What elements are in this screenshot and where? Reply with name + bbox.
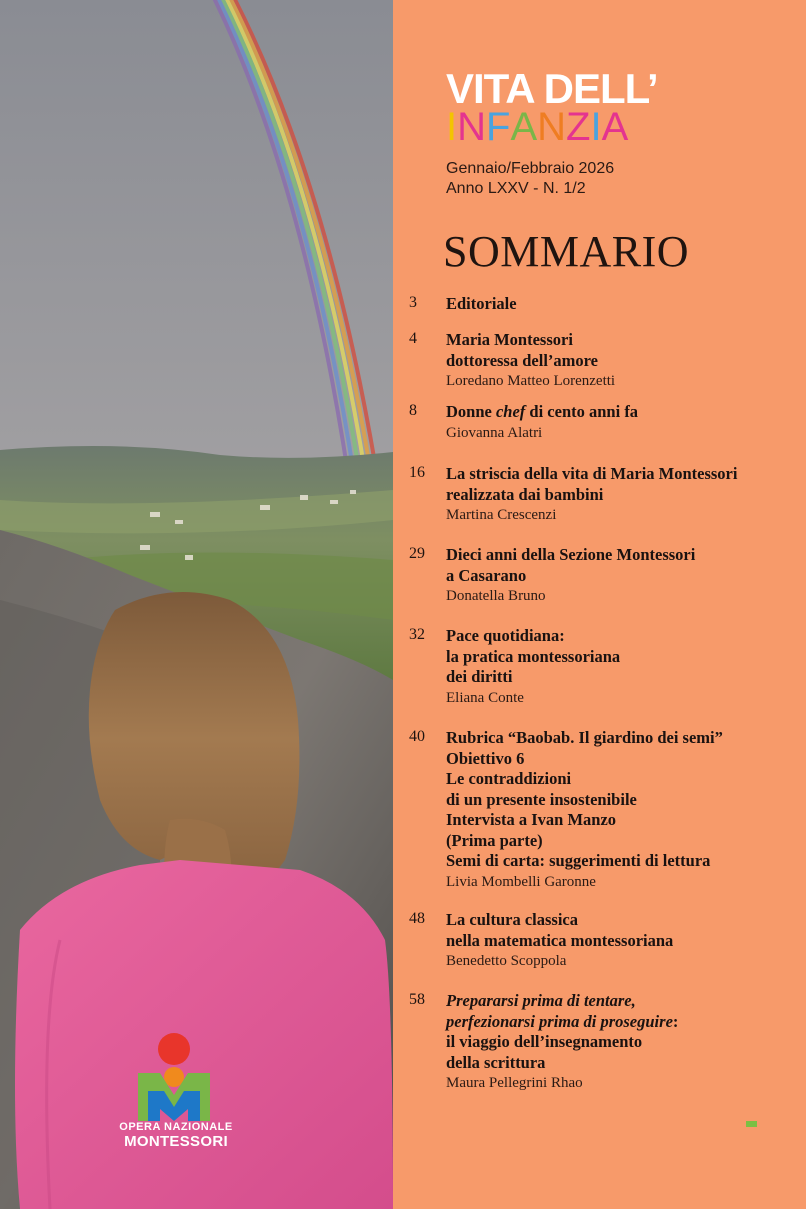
title-letter: F — [486, 105, 511, 149]
toc-title-line — [446, 991, 796, 1012]
title-letter: A — [510, 105, 538, 149]
issue-volume: Anno LXXV - N. 1/2 — [446, 180, 586, 197]
toc-page-number: 48 — [409, 910, 425, 927]
title-letter: N — [537, 105, 567, 149]
toc-title-line: della scrittura — [446, 1052, 546, 1072]
opera-nazionale-montessori-logo — [108, 1033, 240, 1128]
toc-author: Giovanna Alatri — [446, 424, 543, 441]
magazine-title-bottom — [446, 106, 628, 148]
toc-page-number: 16 — [409, 464, 425, 481]
toc-page-number: 29 — [409, 545, 425, 562]
toc-page-number: 58 — [409, 991, 425, 1008]
toc-author: Martina Crescenzi — [446, 507, 557, 523]
toc-page-number: 4 — [409, 330, 417, 347]
toc-title-line: Rubrica “Baobab. Il giardino dei semi” — [446, 728, 723, 747]
toc-title-line: realizzata dai bambini — [446, 484, 604, 504]
toc-page-number: 8 — [409, 402, 417, 419]
toc-title-line: La cultura classica — [446, 910, 578, 929]
toc-author: Livia Mombelli Garonne — [446, 873, 596, 890]
toc-author: Eliana Conte — [446, 689, 524, 706]
toc-title-italic: Prepararsi prima di tentare, — [446, 991, 636, 1010]
toc-page-number: 40 — [409, 728, 425, 745]
toc-title-line: Intervista a Ivan Manzo — [446, 810, 617, 829]
toc-title-line: a Casarano — [446, 565, 527, 585]
toc-title-italic: perfezionarsi prima di proseguire — [446, 1011, 673, 1031]
toc-title-line: Pace quotidiana: — [446, 626, 565, 645]
toc-title-line: Semi di carta: suggerimenti di lettura — [446, 851, 711, 870]
toc-title-line: dottoressa dell’amore — [446, 350, 598, 370]
toc-title-line: il viaggio dell’insegnamento — [446, 1032, 643, 1051]
toc-title-line: dei diritti — [446, 667, 513, 686]
toc-author: Donatella Bruno — [446, 588, 546, 604]
toc-title-tail: : — [672, 1011, 679, 1031]
toc-title-line: Maria Montessori — [446, 330, 573, 349]
toc-title-line: Dieci anni della Sezione Montessori — [446, 545, 696, 564]
toc-title-line — [446, 1012, 796, 1033]
montessori-logo-icon — [108, 1033, 240, 1123]
toc-title-line: La striscia della vita di Maria Montessori — [446, 464, 738, 483]
cover-photo-illustration — [0, 0, 393, 1209]
toc-title-line: la pratica montessoriana — [446, 646, 621, 666]
toc-title-line: Editoriale — [446, 294, 517, 313]
magazine-title-top: VITA DELL’ — [446, 65, 658, 112]
toc-title-part: chef — [495, 402, 526, 421]
toc-title-line: di un presente insostenibile — [446, 789, 637, 809]
toc-title-line: Obiettivo 6 — [446, 748, 525, 768]
cover-photo — [0, 0, 393, 1209]
toc-page-number: 3 — [409, 294, 417, 311]
toc-page-number: 32 — [409, 626, 425, 643]
title-letter: A — [601, 105, 629, 149]
title-letter: I — [590, 105, 602, 149]
toc-author: Loredano Matteo Lorenzetti — [446, 373, 616, 389]
toc-heading: SOMMARIO — [443, 227, 690, 276]
green-marker — [746, 1121, 757, 1127]
toc-title-line: nella matematica montessoriana — [446, 930, 674, 950]
logo-line-1: OPERA NAZIONALE — [119, 1121, 233, 1133]
title-letter: I — [446, 105, 458, 149]
title-letter: Z — [566, 105, 591, 149]
toc-title-line: Le contraddizioni — [446, 769, 572, 788]
toc-author: Benedetto Scoppola — [446, 953, 567, 969]
logo-line-2: MONTESSORI — [124, 1133, 228, 1150]
toc-title-part: Donne — [446, 402, 496, 421]
toc-title-part: di cento anni fa — [525, 402, 639, 421]
toc-author: Maura Pellegrini Rhao — [446, 1075, 583, 1091]
toc-title-line — [446, 402, 796, 423]
issue-date: Gennaio/Febbraio 2026 — [446, 160, 615, 177]
toc-title-line: (Prima parte) — [446, 830, 543, 850]
title-letter: N — [457, 105, 487, 149]
